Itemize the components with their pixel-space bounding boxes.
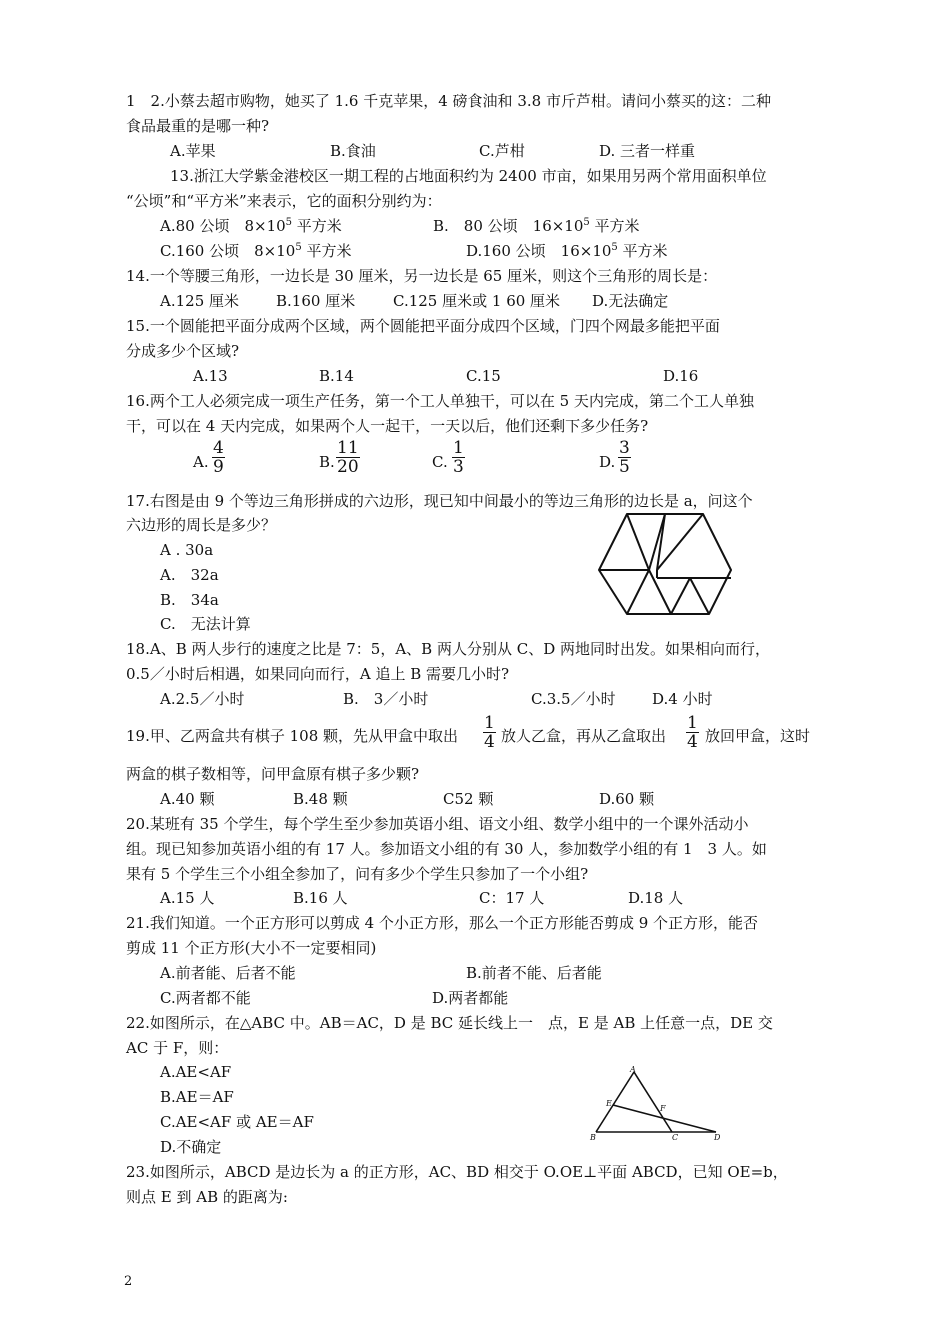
- q16-option-d-fraction: 3 5: [619, 438, 630, 477]
- q19-stem-line1a: 19.甲、乙两盒共有棋子 108 颗，先从甲盒中取出: [126, 727, 459, 745]
- q19-fraction-1: 1 4: [484, 713, 495, 752]
- q19-option-c: C52 颗: [443, 790, 494, 808]
- figure-label-e: E: [606, 1099, 612, 1108]
- q17-option-1: A . 30a: [160, 541, 214, 559]
- q16-option-a-label: A.: [193, 453, 209, 471]
- figure-label-d: D: [714, 1133, 721, 1142]
- q21-stem-line1: 21.我们知道。一个正方形可以剪成 4 个小正方形，那么一个正方形能否剪成 9 个正方形，能否: [126, 914, 759, 932]
- q18-option-c: C.3.5／小时: [531, 690, 616, 708]
- q13-option-c: C.160 公顷 $8\times 10^5$ 平方米: [160, 242, 352, 260]
- q12-option-a: A.苹果: [170, 142, 216, 160]
- q14-option-d: D.无法确定: [592, 292, 669, 310]
- q16-option-c-label: C.: [432, 453, 448, 471]
- q22-option-d: D.不确定: [160, 1138, 222, 1156]
- q21-option-c: C.两者都不能: [160, 989, 251, 1007]
- q13-option-a: A.80 公顷 $8\times 10^5$ 平方米: [160, 217, 342, 235]
- q19-option-d: D.60 颗: [599, 790, 655, 808]
- q17-stem-line2: 六边形的周长是多少？: [126, 516, 277, 534]
- q14-option-c: C.125 厘米或 1 60 厘米: [393, 292, 561, 310]
- q20-option-d: D.18 人: [628, 889, 684, 907]
- q18-option-d: D.4 小时: [652, 690, 713, 708]
- q13-stem-line1: 13.浙江大学紫金港校区一期工程的占地面积约为 2400 市亩，如果用另两个常用面积单位: [170, 167, 767, 185]
- figure-label-c: C: [672, 1133, 679, 1142]
- q16-option-b-fraction: 11 20: [337, 438, 359, 477]
- q17-option-3: B. 34a: [160, 591, 219, 609]
- q22-stem-line2: AC 于 F，则：: [126, 1039, 229, 1057]
- q19-fraction-2: 1 4: [687, 713, 698, 752]
- figure-label-f: F: [660, 1104, 666, 1113]
- q19-stem-line2: 两盒的棋子数相等，问甲盒原有棋子多少颗?: [126, 765, 420, 783]
- q21-stem-line2: 剪成 11 个正方形(大小不一定要相同): [126, 939, 377, 957]
- q13-stem-line2: “公顷”和“平方米”来表示，它的面积分别约为：: [126, 192, 442, 210]
- q12-stem-line2: 食品最重的是哪一种?: [126, 117, 270, 135]
- q23-stem-line2: 则点 E 到 AB 的距离为:: [126, 1188, 288, 1206]
- q15-option-a: A.13: [193, 367, 228, 385]
- q20-stem-line2: 组。现已知参加英语小组的有 17 人。参加语文小组的有 30 人，参加数学小组的有 1 3 人。如: [126, 840, 767, 858]
- q19-stem-line1b: 放人乙盒，再从乙盒取出: [501, 727, 667, 745]
- q15-stem-line1: 15.一个圆能把平面分成两个区域，两个圆能把平面分成四个区域，门四个网最多能把平面: [126, 317, 720, 335]
- q14-stem-line1: 14.一个等腰三角形，一边长是 30 厘米，另一边长是 65 厘米，则这个三角形的周长是：: [126, 267, 718, 285]
- q12-option-b: B.食油: [330, 142, 376, 160]
- q17-stem-line1: 17.右图是由 9 个等边三角形拼成的六边形，现已知中间最小的等边三角形的边长是 a，问这个: [126, 492, 753, 510]
- q22-stem-line1: 22.如图所示，在△ABC 中。AB＝AC，D 是 BC 延长线上一 点，E 是 AB 上任意一点，DE 交: [126, 1014, 773, 1032]
- q16-option-d-label: D.: [599, 453, 616, 471]
- q19-stem-line1c: 放回甲盒，这时: [705, 727, 811, 745]
- q14-option-a: A.125 厘米: [160, 292, 239, 310]
- q15-option-d: D.16: [663, 367, 699, 385]
- q15-option-b: B.14: [319, 367, 354, 385]
- q20-option-b: B.16 人: [293, 889, 348, 907]
- figure-label-b: B: [590, 1133, 596, 1142]
- q16-stem-line1: 16.两个工人必须完成一项生产任务，第一个工人单独干，可以在 5 天内完成，第二个工人单独: [126, 392, 754, 410]
- q19-option-a: A.40 颗: [160, 790, 215, 808]
- q23-stem-line1: 23.如图所示，ABCD 是边长为 a 的正方形，AC、BD 相交于 O.OE⊥平面 ABCD，已知 OE=b，: [126, 1163, 788, 1181]
- q18-option-a: A.2.5／小时: [160, 690, 245, 708]
- q13-option-b: B. 80 公顷 $16\times 10^5$ 平方米: [433, 217, 640, 235]
- q20-stem-line3: 果有 5 个学生三个小组全参加了，问有多少个学生只参加了一个小组?: [126, 865, 589, 883]
- q22-option-c: C.AE<AF 或 AE＝AF: [160, 1113, 314, 1131]
- q19-option-b: B.48 颗: [293, 790, 348, 808]
- q13-option-d: D.160 公顷 $16\times 10^5$ 平方米: [466, 242, 668, 260]
- q12-option-d: D. 三者一样重: [599, 142, 696, 160]
- q16-option-b-label: B.: [319, 453, 335, 471]
- q15-stem-line2: 分成多少个区域?: [126, 342, 240, 360]
- triangle-abc-figure: [590, 1066, 730, 1146]
- q17-option-4: C. 无法计算: [160, 615, 251, 633]
- q15-option-c: C.15: [466, 367, 501, 385]
- q18-option-b: B. 3／小时: [343, 690, 429, 708]
- q21-option-a: A.前者能、后者不能: [160, 964, 296, 982]
- q20-option-c: C：17 人: [479, 889, 545, 907]
- q21-option-d: D.两者都能: [432, 989, 509, 1007]
- q18-stem-line1: 18.A、B 两人步行的速度之比是 7：5，A、B 两人分别从 C、D 两地同时出发。如果相向而行，: [126, 640, 771, 658]
- q22-option-b: B.AE＝AF: [160, 1088, 234, 1106]
- q21-option-b: B.前者不能、后者能: [466, 964, 602, 982]
- q20-option-a: A.15 人: [160, 889, 215, 907]
- q22-option-a: A.AE<AF: [160, 1063, 232, 1081]
- q16-stem-line2: 干，可以在 4 天内完成，如果两个人一起干，一天以后，他们还剩下多少任务?: [126, 417, 649, 435]
- q12-stem-line1: 1 2.小蔡去超市购物，她买了 1.6 千克苹果，4 磅食油和 3.8 市斤芦柑。请问小蔡买的这：二种: [126, 92, 771, 110]
- hexagon-triangles-figure: [597, 512, 737, 616]
- q18-stem-line2: 0.5／小时后相遇，如果同向而行，A 追上 B 需要几小时?: [126, 665, 510, 683]
- q14-option-b: B.160 厘米: [276, 292, 356, 310]
- q20-stem-line1: 20.某班有 35 个学生，每个学生至少参加英语小组、语文小组、数学小组中的一个课外活动小: [126, 815, 749, 833]
- q16-option-c-fraction: 1 3: [453, 438, 464, 477]
- q16-option-a-fraction: 4 9: [213, 438, 224, 477]
- q12-option-c: C.芦柑: [479, 142, 525, 160]
- figure-label-a: A: [630, 1065, 636, 1074]
- page-number: 2: [124, 1274, 133, 1289]
- q17-option-2: A. 32a: [160, 566, 219, 584]
